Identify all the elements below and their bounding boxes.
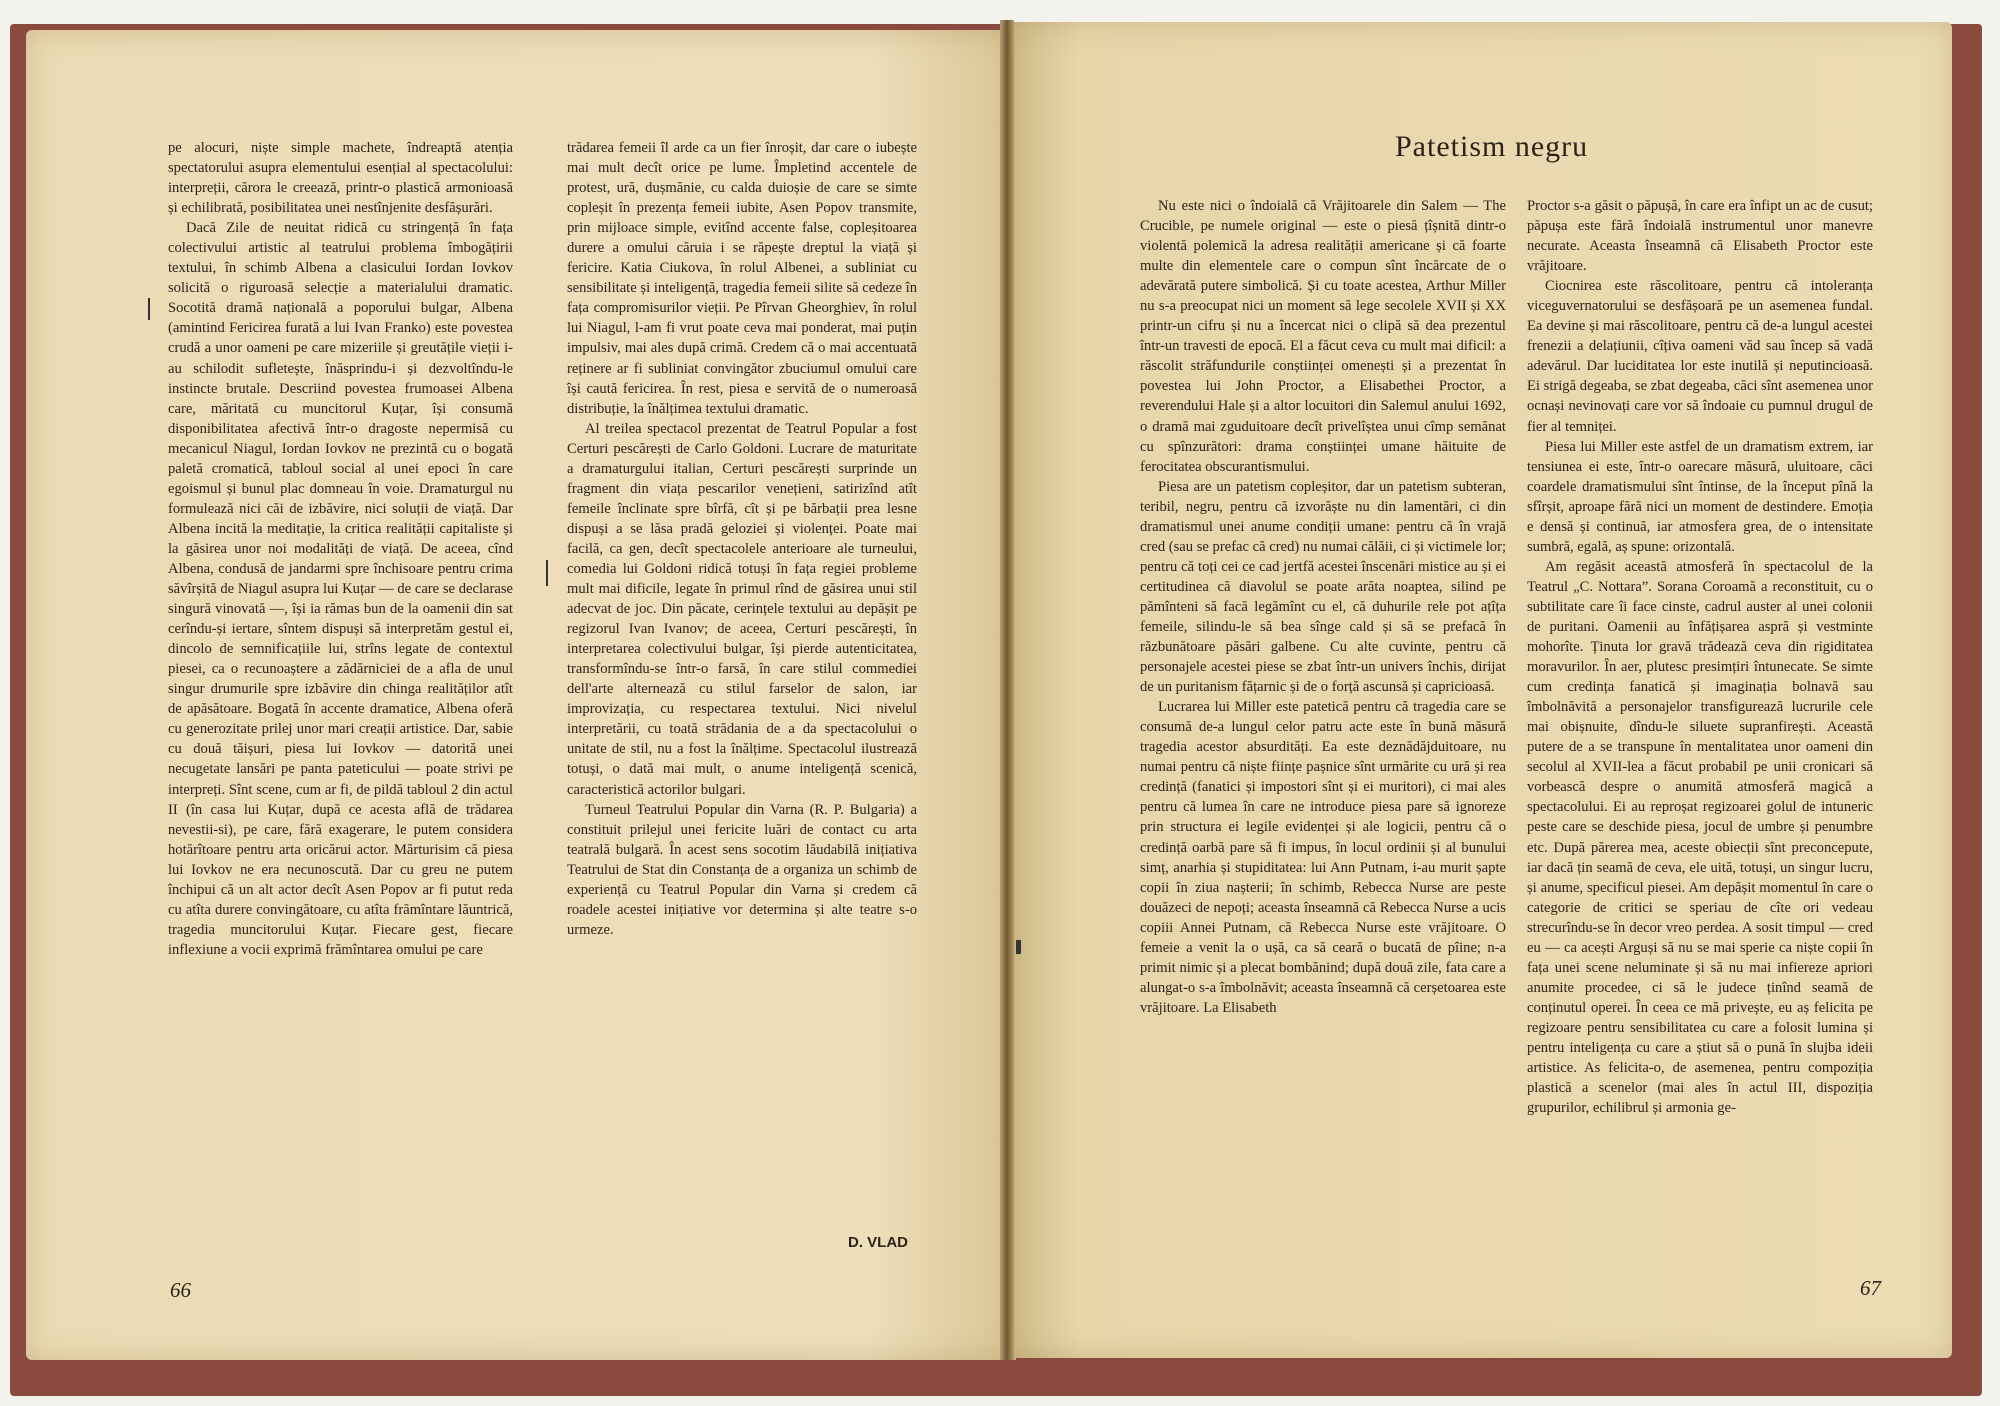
page-number-right: 67	[1860, 1276, 1881, 1300]
margin-mark	[148, 298, 150, 320]
paragraph: Dacă Zile de neuitat ridică cu stringență în fața colectivului artistic al teatrului problema îmbogățirii textului, în schimb Albena a clasicului Iordan Iovkov solicită o riguroasă selecție a materialului dramatic. Socotită dramă națională a poporului bulgar, Albena (amintind Fericirea furată a lui Ivan Franko) este povestea crudă a unor oameni pe care mizeriile și greutățile vieții i-au schilodit sufletește, înăsprindu-i și dezvoltîndu-le instincte brutale. Descriind povestea frumoasei Albena care, măritată cu muncitorul Kuțar, își consumă disponibilitatea afectivă într-o dragoste nepermisă cu mecanicul Niagul, Iordan Iovkov ne prezintă cu o bogată paletă cromatică, tabloul social al unei epoci în care egoismul și bunul plac domneau în voie. Dramaturgul nu formulează nici căi de izbăvire, nici soluții de viață. Dar Albena incită la meditație, la critica realității capitaliste și la găsirea unor noi modalități de viață. De aceea, cînd Albena, condusă de jandarmi spre închisoare pentru crima săvîrșită de Niagul asupra lui Kuțar — de care se declarase singură vinovată —, își ia rămas bun de la oamenii din sat cerîndu-și iertare, sîntem dispuși să interpretăm gestul ei, dincolo de semnificațiile lui, strîns legate de contextul piesei, ca o recunoaștere a zădărniciei de a afla de unul singur drumurile spre izbăvire din chinga realităților atît de apăsătoare. Bogată în accente dramatice, Albena oferă cu generozitate prilej unor mari creații artistice. Dar, sabie cu două tăișuri, piesa lui Iovkov — datorită unei necugetate lansări pe panta pateticului — poate strivi pe interpreți. Sînt scene, cum ar fi, de pildă tabloul 2 din actul II (în casa lui Kuțar, după ce acesta află de trădarea nevestii-si), pe care, fără exagerare, le putem considera hotărîtoare pentru arta oricărui actor. Mărturisim că piesa lui Iovkov ne era necunoscută. Dar cu greu ne putem închipui că un alt actor decît Asen Popov ar fi putut reda cu atîta durere convingătoare, cu atîta frămîntare lăuntrică, tragedia muncitorului Kuțar. Fiecare gest, fiecare inflexiune a vocii exprimă frămîntarea omului pe care	[168, 220, 513, 958]
paragraph: Turneul Teatrului Popular din Varna (R. P. Bulgaria) a constituit prilejul unei fericite luări de contact cu arta teatrală bulgară. În acest sens socotim lăudabilă inițiativa Teatrului de Stat din Constanța de a organiza un schimb de experiență cu Teatrul Popular din Varna și credem că roadele acestei inițiative vor determina și alte teatre s-o urmeze.	[567, 801, 917, 938]
paragraph: Al treilea spectacol prezentat de Teatrul Popular a fost Certuri pescărești de Carlo Goldoni. Lucrare de maturitate a dramaturgului italian, Certuri pescărești surprinde un fragment din viața pescarilor venețieni, satirizînd atît femeile înclinate spre bîrfă, cît și pe bărbații prea lesne dispuși a se lăsa pradă geloziei și violenței. Poate mai facilă, ca gen, decît spectacolele anterioare ale turneului, comedia lui Goldoni ridică totuși în fața regiei probleme mult mai dificile, legate în primul rînd de găsirea unui stil adecvat de joc. Din păcate, cerințele textului au depășit pe regizorul Ivan Ivanov; de aceea, Certuri pescărești, în interpretarea colectivului bulgar, își pierde autenticitatea, transformîndu-se într-o farsă, în care stilul commediei dell'arte alternează cu stilul farselor de salon, iar improvizația, cu respectarea textului. Nici nivelul interpretării, cu toată strădania de a da spectacolului o unitate de stil, nu a fost la înălțime. Spectacolul ilustrează totuși, o dată mai mult, o anume inteligență scenică, caracteristică actorilor bulgari.	[567, 420, 917, 798]
right-column-2	[1527, 196, 1873, 1118]
left-column-2	[567, 138, 917, 940]
paragraph: Piesa lui Miller este astfel de un dramatism extrem, iar tensiunea ei este, într-o oarecare măsură, uluitoare, căci coardele dramatismului sînt întinse, de la început pînă la sfîrșit, aproape fără nici un moment de destindere. Emoția e densă și continuă, iar atmosfera grea, de o intensitate sumbră, egală, aș spune: orizontală.	[1527, 438, 1873, 555]
left-column-1	[168, 138, 513, 960]
paragraph: Proctor s-a găsit o păpușă, în care era înfipt un ac de cusut; păpușa este fără îndoială instrumentul unor manevre necurate. Aceasta înseamnă că Elisabeth Proctor este vrăjitoare.	[1527, 198, 1873, 275]
paragraph: Piesa are un patetism copleșitor, dar un patetism subteran, teribil, negru, pentru că izvorăște nu din lamentări, ci din dramatismul unei anume condiții umane: pentru că în vrajă cred (sau se prefac că cred) nu numai călăii, ci și victimele lor; pentru că toți cei ce cad jertfă acestei înscenări mistice au și ei certitudinea că diavolul se poate arăta noaptea, silind pe pămînteni să facă legămînt cu el, că duhurile rele pot ațîța femeile, silindu-le să bea sînge cald și să se prefacă în răzbunătoare păsări galbene. Cu alte cuvinte, pentru că personajele acestei piese se zbat într-un univers închis, dirijat de un puritanism fățarnic și de o forță ascunsă și capricioasă.	[1140, 478, 1506, 696]
paragraph: pe alocuri, niște simple machete, îndreaptă atenția spectatorului asupra elementului esențial al spectacolului: interpreții, cărora le creează, printr-o plastică armonioasă și echilibrată, posibilitatea unei nestînjenite desfășurări.	[168, 140, 513, 217]
article-title: Patetism negru	[1395, 130, 1589, 163]
paragraph: trădarea femeii îl arde ca un fier înroșit, dar care o iubește mai mult decît orice pe lume. Împletind accentele de protest, ură, dușmănie, cu calda duioșie de care se simte copleșit în prezența femeii iubite, Asen Popov transmite, prin mijloace simple, evitînd accente false, copleșitoarea durere a omului căruia i se răpește dreptul la viață și fericire. Katia Ciukova, în rolul Albenei, a subliniat cu sensibilitate și inteligență, tragedia femeii silite să cedeze în fața compromisurilor vieții. Pe Pîrvan Gheorghiev, în rolul lui Niagul, l-am fi vrut poate ceva mai ponderat, mai puțin impulsiv, mai ales după crimă. Credem că o mai accentuată reținere ar fi subliniat convingător zbuciumul omului care își caută fericirea. În rest, piesa e servită de o numeroasă distribuție, la înălțimea textului dramatic.	[567, 140, 917, 417]
paragraph: Am regăsit această atmosferă în spectacolul de la Teatrul „C. Nottara”. Sorana Coroamă a reconstituit, cu o subtilitate care îi face cinste, cadrul auster al unei colonii de puritani. Oamenii au înfățișarea aspră și vestminte mohorîte. Ținuta lor gravă trădează ceva din rigiditatea moravurilor. În aer, plutesc presimțiri întunecate. Se simte cum credința fanatică și imaginația bolnavă sau îmbolnăvită a personajelor transfigurează lucrurile cele mai obișnuite, dîndu-le siluete supranfirești. Această putere de a se transpune în mentalitatea unor oameni din secolul al XVII-lea a făcut probabil pe unii cronicari să vorbească despre o anumită atmosferă magică a spectacolului. Ei au reproșat regizoarei golul de intuneric peste care se deschide piesa, jocul de umbre și penumbre etc. După părerea mea, aceste obiecții sînt preconcepute, iar dacă țin seamă de ceva, ele uită, totuși, un singur lucru, și anume, specificul piesei. Am depășit momentul în care o categorie de critici se speriau de cîte ori vedeau strecurîndu-se în decor vreo perdea. A sosit timpul — cred eu — ca acești Arguși să nu se mai sperie ca niște copii în fața unei scene neluminate și să nu mai infiereze apriori anumite procedee, ci să le judece ținînd seamă de conținutul operei. În ceea ce mă privește, eu aș felicita pe regizoare pentru sensibilitatea cu care a folosit lumina și pentru inteligența cu care a știut să o pună în slujba ideii artistice. As felicita-o, de asemenea, pentru compoziția plastică a scenelor (mai ales în actul III, dispoziția grupurilor, echilibrul și armonia ge-	[1527, 558, 1873, 1117]
paragraph: Nu este nici o îndoială că Vrăjitoarele din Salem — The Crucible, pe numele original — este o piesă țîșnită dintr-o violentă polemică la adresa realității americane și că foarte multe din elementele care o compun sînt încărcate de o adevărată putere simbolică. Și cu toate acestea, Arthur Miller nu s-a preocupat nici un moment să lege secolele XVII și XX printr-un cifru și nu a încercat nici o clipă să dea prezentul într-un travesti de epocă. El a făcut ceva cu mult mai dificil: a răscolit străfundurile conștiinței omenești și a prezentat în povestea lui John Proctor, a Elisabethei Proctor, a reverendului Hale și a altor locuitori din Salemul anului 1692, o dramă mai zguduitoare decît privelîștea unui cîmp semănat cu spînzurători: drama conștiinței umane hăituite de ferocitatea obscurantismului.	[1140, 198, 1506, 475]
page-number-left: 66	[170, 1278, 191, 1302]
margin-mark	[546, 560, 548, 586]
paragraph: Lucrarea lui Miller este patetică pentru că tragedia care se consumă de-a lungul celor patru acte este în bună măsură tragedia acestor absurdități. Ea este deznădăjduitoare, nu numai pentru că niște ființe pașnice sînt urmărite cu ură și rea credință (fanatici și impostori sînt și ei muritori), ci mai ales pentru că lumea în care ne introduce piesa pare să ignoreze prin structura ei legile evidenței și ale logicii, pentru că o credință oarbă pare să fi impus, în locul ordinii și al bunului simț, anarhia și stupiditatea: lui Ann Putnam, i-au murit șapte copii în ziua nașterii; în schimb, Rebecca Nurse are peste douăzeci de nepoți; aceasta înseamnă că Rebecca Nurse a ucis copiii Annei Putnam, că Rebecca Nurse este vrăjitoare. O femeie a venit la o ușă, ca să ceară o bucată de pîine; n-a primit nimic și a plecat bombănind; după două zile, fata care a alungat-o s-a îmbolnăvit; aceasta înseamnă că cerșetoarea este vrăjitoare. La Elisabeth	[1140, 699, 1506, 1016]
author-signature: D. VLAD	[848, 1234, 908, 1251]
paragraph: Ciocnirea este răscolitoare, pentru că intoleranța viceguvernatorului se desfășoară pe un asemenea fundal. Ea devine și mai răscolitoare, pentru că de-a lungul acestei frenezii a delațiunii, cîțiva oameni văd sau încep să vadă adevărul. Dar luciditatea lor este inutilă și neputincioasă. Ei strigă degeaba, se zbat degeaba, căci sînt asemenea unor ocnași nevinovați care vor să îndoaie cu pumnul drugul de fier al temniței.	[1527, 278, 1873, 435]
right-column-1	[1140, 196, 1506, 1018]
margin-mark	[1016, 940, 1021, 954]
book-spine	[1000, 20, 1014, 1360]
